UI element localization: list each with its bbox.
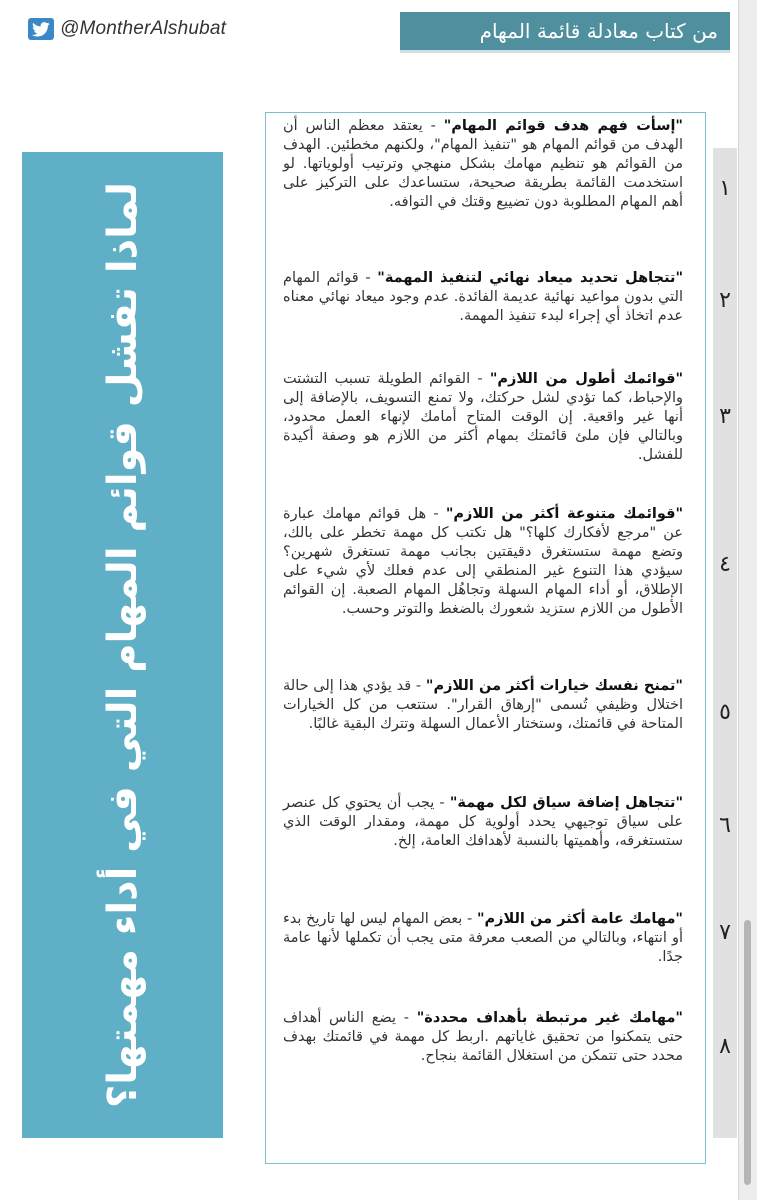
reason-body: - بعض المهام ليس لها تاريخ بدء أو انتهاء، وبالتالي من الصعب معرفة متى يجب أن تكملها لأنها عامة جدًا. (283, 911, 683, 965)
reason-body: - قوائم المهام التي بدون مواعيد نهائية عديمة الفائدة. عدم وجود ميعاد نهائي معناه عدم اتخاذ أي إجراء لبدء تنفيذ المهمة. (283, 270, 683, 324)
number-column (713, 148, 737, 1138)
number-8: ٨ (719, 1034, 731, 1059)
banner-underline (400, 50, 730, 53)
reason-item (283, 910, 683, 967)
reason-item (283, 505, 683, 619)
handle-text: @MontherAlshubat (60, 18, 227, 39)
reason-body: - قد يؤدي هذا إلى حالة اختلال وظيفي تُسمى "إرهاق القرار". ستتعب من كل الخيارات المتاحة في قائمتك، وستختار الأعمال السهلة وتترك البقية غالبًا. (283, 678, 683, 732)
reasons-list (265, 112, 706, 1164)
twitter-handle[interactable] (28, 12, 226, 46)
reason-item (283, 117, 683, 212)
reason-item (283, 794, 683, 851)
scrollbar-thumb[interactable] (744, 920, 751, 1185)
reason-body: - يعتقد معظم الناس أن الهدف من قوائم المهام هو "تنفيذ المهام"، ولكنهم مخطئين. الهدف من القوائم هو تنظيم مهامك بشكل منهجي وترتيب أولوياتها. لو استخدمت القائمة بطريقة صحيحة، ستساعدك على التركيز على أهم المهام المطلوبة دون تضييع وقتك في التوافه. (283, 118, 683, 210)
reason-item (283, 269, 683, 326)
number-4: ٤ (719, 552, 731, 577)
reason-item (283, 677, 683, 734)
reason-title: "تتجاهل إضافة سياق لكل مهمة" (449, 795, 683, 811)
reason-body: - يجب أن يحتوي كل عنصر على سياق توجيهي يحدد أولوية كل مهمة، ومقدار الوقت الذي ستستغرقه، وأهميتها بالنسبة لأهدافك العامة، إلخ. (283, 795, 683, 849)
number-5: ٥ (719, 700, 731, 725)
reason-title: "إسأت فهم هدف قوائم المهام" (443, 118, 683, 134)
reason-title: "تمنح نفسك خيارات أكثر من اللازم" (425, 678, 683, 694)
number-3: ٣ (719, 404, 731, 429)
reason-title: "قوائمك أطول من اللازم" (489, 371, 683, 387)
side-title: لماذا تفشل قوائم المهام التي في أداء مهمتها؟ (99, 182, 146, 1108)
reason-title: "تتجاهل تحديد ميعاد نهائي لتنفيذ المهمة" (377, 270, 683, 286)
reason-title: "مهامك عامة أكثر من اللازم" (476, 911, 683, 927)
side-title-panel (22, 152, 223, 1138)
twitter-icon (28, 18, 54, 40)
reason-item (283, 370, 683, 465)
reason-body: - هل قوائم مهامك عبارة عن "مرجع لأفكارك كلها؟" هل تكتب كل مهمة تخطر على بالك، وتضع مهمة ستستغرق دقيقتين بجانب مهمة تستغرق شهرين؟ سيؤدي هذا التنوع غير المنطقي إلى عدم فعلك لأي شيء على الإطلاق، أو أداء المهام السهلة وتجاهُل المهام الصعبة. إن القوائم الأطول من اللازم ستزيد شعورك بالضغط والتوتر وحسب. (283, 506, 683, 617)
number-2: ٢ (719, 288, 731, 313)
number-7: ٧ (719, 920, 731, 945)
book-banner (400, 12, 730, 50)
reason-body: - القوائم الطويلة تسبب التشتت والإحباط، كما تؤدي لشل حركتك، ولا تمنع التسويف، بالإضافة إلى أنها غير واقعية. إن الوقت المتاح أمامك لإنهاء العمل محدود، وبالتالي فإن ملئ قائمتك بمهام أكثر من اللازم هو وصفة أكيدة للفشل. (283, 371, 683, 463)
reason-body: - يضع الناس أهداف حتى يتمكنوا من تحقيق غاياتهم .اربط كل مهمة في قائمتك بهدف محدد حتى تتمكن من استغلال القائمة بنجاح. (283, 1010, 683, 1064)
book-banner-text: من كتاب معادلة قائمة المهام (479, 19, 718, 43)
reason-title: "مهامك غير مرتبطة بأهداف محددة" (416, 1010, 683, 1026)
number-6: ٦ (719, 813, 731, 838)
reason-title: "قوائمك متنوعة أكثر من اللازم" (445, 506, 683, 522)
reason-item (283, 1009, 683, 1066)
number-1: ١ (719, 176, 731, 201)
